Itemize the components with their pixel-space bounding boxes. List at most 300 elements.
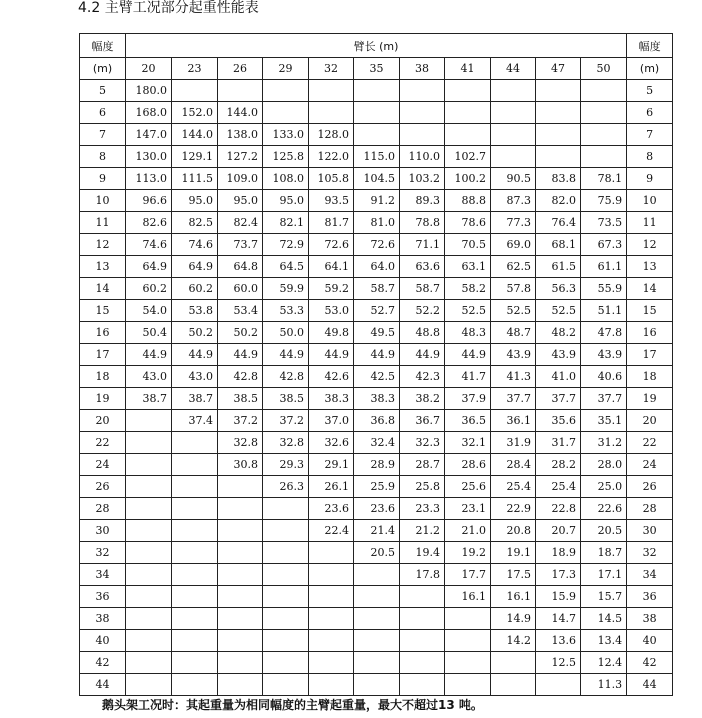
- capacity-cell: [536, 674, 581, 696]
- radius-unit-right: (m): [627, 58, 673, 80]
- radius-cell-right: 20: [627, 410, 673, 432]
- capacity-cell: 20.5: [581, 520, 627, 542]
- radius-cell-right: 13: [627, 256, 673, 278]
- radius-cell-right: 18: [627, 366, 673, 388]
- capacity-cell: [172, 432, 218, 454]
- capacity-cell: 63.1: [445, 256, 491, 278]
- capacity-cell: 41.3: [491, 366, 536, 388]
- radius-cell-right: 11: [627, 212, 673, 234]
- capacity-cell: 14.9: [491, 608, 536, 630]
- capacity-cell: 180.0: [126, 80, 172, 102]
- capacity-cell: 64.8: [218, 256, 263, 278]
- capacity-cell: [536, 102, 581, 124]
- capacity-cell: 52.5: [491, 300, 536, 322]
- capacity-cell: 43.9: [581, 344, 627, 366]
- capacity-cell: 36.1: [491, 410, 536, 432]
- radius-cell-right: 5: [627, 80, 673, 102]
- capacity-cell: 31.9: [491, 432, 536, 454]
- capacity-cell: 16.1: [445, 586, 491, 608]
- capacity-cell: 40.6: [581, 366, 627, 388]
- capacity-cell: 52.5: [445, 300, 491, 322]
- radius-header-right: 幅度: [627, 34, 673, 58]
- capacity-cell: 73.5: [581, 212, 627, 234]
- capacity-cell: 44.9: [263, 344, 309, 366]
- capacity-cell: [309, 80, 354, 102]
- capacity-cell: 115.0: [354, 146, 400, 168]
- table-row: [80, 564, 673, 586]
- capacity-cell: 105.8: [309, 168, 354, 190]
- capacity-cell: 53.4: [218, 300, 263, 322]
- capacity-cell: 48.3: [445, 322, 491, 344]
- capacity-cell: 28.6: [445, 454, 491, 476]
- capacity-cell: 37.4: [172, 410, 218, 432]
- capacity-cell: 28.7: [400, 454, 445, 476]
- capacity-cell: [126, 520, 172, 542]
- capacity-cell: 21.0: [445, 520, 491, 542]
- capacity-cell: 52.5: [536, 300, 581, 322]
- capacity-cell: 15.9: [536, 586, 581, 608]
- capacity-cell: [172, 454, 218, 476]
- capacity-cell: 47.8: [581, 322, 627, 344]
- table-row: [80, 432, 673, 454]
- table-row: [80, 256, 673, 278]
- table-row: [80, 542, 673, 564]
- capacity-cell: [263, 80, 309, 102]
- capacity-cell: 38.3: [309, 388, 354, 410]
- header-row-2: [80, 58, 673, 80]
- capacity-cell: 128.0: [309, 124, 354, 146]
- capacity-cell: 53.0: [309, 300, 354, 322]
- table-row: [80, 476, 673, 498]
- capacity-cell: [263, 630, 309, 652]
- capacity-cell: 95.0: [218, 190, 263, 212]
- boom-length-cell: 32: [309, 58, 354, 80]
- capacity-cell: [491, 102, 536, 124]
- capacity-cell: 54.0: [126, 300, 172, 322]
- capacity-cell: 23.6: [354, 498, 400, 520]
- capacity-cell: [491, 652, 536, 674]
- boom-length-cell: 26: [218, 58, 263, 80]
- capacity-cell: 93.5: [309, 190, 354, 212]
- capacity-cell: 42.3: [400, 366, 445, 388]
- capacity-cell: 64.9: [172, 256, 218, 278]
- radius-cell-right: 26: [627, 476, 673, 498]
- capacity-cell: [126, 454, 172, 476]
- capacity-cell: 29.1: [309, 454, 354, 476]
- capacity-cell: [400, 124, 445, 146]
- capacity-cell: 18.7: [581, 542, 627, 564]
- capacity-cell: [400, 102, 445, 124]
- capacity-cell: 51.1: [581, 300, 627, 322]
- radius-cell-right: 22: [627, 432, 673, 454]
- capacity-cell: [354, 80, 400, 102]
- capacity-cell: 44.9: [126, 344, 172, 366]
- radius-cell: 24: [80, 454, 126, 476]
- capacity-cell: [263, 608, 309, 630]
- capacity-cell: 44.9: [309, 344, 354, 366]
- capacity-cell: [400, 608, 445, 630]
- radius-cell: 34: [80, 564, 126, 586]
- capacity-cell: 18.9: [536, 542, 581, 564]
- capacity-cell: [309, 542, 354, 564]
- capacity-cell: [172, 498, 218, 520]
- capacity-cell: 91.2: [354, 190, 400, 212]
- capacity-cell: 58.7: [354, 278, 400, 300]
- capacity-cell: 11.3: [581, 674, 627, 696]
- radius-cell: 15: [80, 300, 126, 322]
- capacity-cell: 58.7: [400, 278, 445, 300]
- capacity-cell: [126, 674, 172, 696]
- capacity-cell: 35.6: [536, 410, 581, 432]
- radius-cell-right: 40: [627, 630, 673, 652]
- capacity-cell: [536, 80, 581, 102]
- capacity-cell: 23.1: [445, 498, 491, 520]
- capacity-cell: 14.5: [581, 608, 627, 630]
- capacity-cell: [126, 586, 172, 608]
- capacity-cell: [445, 124, 491, 146]
- capacity-cell: 44.9: [400, 344, 445, 366]
- capacity-cell: 21.4: [354, 520, 400, 542]
- capacity-cell: 22.4: [309, 520, 354, 542]
- boom-length-cell: 35: [354, 58, 400, 80]
- capacity-cell: 43.9: [491, 344, 536, 366]
- capacity-cell: [354, 674, 400, 696]
- lifting-capacity-table: [79, 33, 673, 696]
- capacity-cell: 32.8: [218, 432, 263, 454]
- capacity-cell: 58.2: [445, 278, 491, 300]
- capacity-cell: 44.9: [354, 344, 400, 366]
- boom-length-cell: 50: [581, 58, 627, 80]
- capacity-cell: 88.8: [445, 190, 491, 212]
- capacity-cell: 59.9: [263, 278, 309, 300]
- capacity-cell: 25.4: [536, 476, 581, 498]
- table-row: [80, 300, 673, 322]
- table-row: [80, 102, 673, 124]
- capacity-cell: 48.8: [400, 322, 445, 344]
- capacity-cell: [581, 146, 627, 168]
- capacity-cell: 90.5: [491, 168, 536, 190]
- capacity-cell: 122.0: [309, 146, 354, 168]
- table-row: [80, 410, 673, 432]
- capacity-cell: 70.5: [445, 234, 491, 256]
- capacity-cell: [309, 564, 354, 586]
- capacity-cell: [172, 542, 218, 564]
- capacity-cell: 31.7: [536, 432, 581, 454]
- capacity-cell: [263, 520, 309, 542]
- capacity-cell: 64.1: [309, 256, 354, 278]
- radius-cell: 14: [80, 278, 126, 300]
- table-row: [80, 278, 673, 300]
- capacity-cell: 50.0: [263, 322, 309, 344]
- table-row: [80, 586, 673, 608]
- capacity-cell: 17.8: [400, 564, 445, 586]
- capacity-cell: 69.0: [491, 234, 536, 256]
- radius-cell-right: 32: [627, 542, 673, 564]
- capacity-cell: 41.7: [445, 366, 491, 388]
- radius-cell: 7: [80, 124, 126, 146]
- capacity-cell: 17.5: [491, 564, 536, 586]
- table-row: [80, 322, 673, 344]
- radius-cell-right: 8: [627, 146, 673, 168]
- capacity-cell: 100.2: [445, 168, 491, 190]
- radius-cell: 8: [80, 146, 126, 168]
- capacity-cell: 19.4: [400, 542, 445, 564]
- capacity-cell: [126, 652, 172, 674]
- radius-cell-right: 6: [627, 102, 673, 124]
- capacity-cell: 44.9: [218, 344, 263, 366]
- capacity-cell: 28.2: [536, 454, 581, 476]
- table-row: [80, 168, 673, 190]
- capacity-cell: 32.1: [445, 432, 491, 454]
- capacity-cell: 37.2: [263, 410, 309, 432]
- capacity-cell: 130.0: [126, 146, 172, 168]
- capacity-cell: [126, 564, 172, 586]
- table-row: [80, 498, 673, 520]
- capacity-cell: 59.2: [309, 278, 354, 300]
- table-row: [80, 608, 673, 630]
- radius-cell-right: 30: [627, 520, 673, 542]
- capacity-cell: 62.5: [491, 256, 536, 278]
- capacity-cell: [172, 674, 218, 696]
- capacity-cell: 78.8: [400, 212, 445, 234]
- capacity-cell: 82.4: [218, 212, 263, 234]
- radius-cell-right: 19: [627, 388, 673, 410]
- radius-cell-right: 38: [627, 608, 673, 630]
- capacity-cell: 55.9: [581, 278, 627, 300]
- table-row: [80, 652, 673, 674]
- capacity-cell: 68.1: [536, 234, 581, 256]
- capacity-cell: 95.0: [263, 190, 309, 212]
- capacity-cell: 57.8: [491, 278, 536, 300]
- capacity-cell: 52.7: [354, 300, 400, 322]
- capacity-cell: 60.2: [172, 278, 218, 300]
- table-row: [80, 674, 673, 696]
- capacity-cell: 25.0: [581, 476, 627, 498]
- capacity-cell: 32.4: [354, 432, 400, 454]
- radius-cell: 17: [80, 344, 126, 366]
- capacity-cell: [263, 564, 309, 586]
- capacity-cell: [263, 652, 309, 674]
- capacity-cell: [218, 476, 263, 498]
- capacity-cell: [491, 146, 536, 168]
- capacity-cell: 168.0: [126, 102, 172, 124]
- capacity-cell: 78.6: [445, 212, 491, 234]
- capacity-cell: [400, 80, 445, 102]
- radius-cell-right: 28: [627, 498, 673, 520]
- capacity-cell: 125.8: [263, 146, 309, 168]
- capacity-cell: 25.8: [400, 476, 445, 498]
- capacity-cell: 71.1: [400, 234, 445, 256]
- capacity-cell: 102.7: [445, 146, 491, 168]
- capacity-cell: [445, 630, 491, 652]
- table-row: [80, 80, 673, 102]
- capacity-cell: [126, 432, 172, 454]
- capacity-cell: 60.0: [218, 278, 263, 300]
- capacity-cell: 133.0: [263, 124, 309, 146]
- capacity-cell: 22.6: [581, 498, 627, 520]
- capacity-cell: 50.2: [172, 322, 218, 344]
- capacity-cell: [172, 652, 218, 674]
- capacity-cell: [126, 476, 172, 498]
- capacity-cell: 32.3: [400, 432, 445, 454]
- capacity-cell: 74.6: [172, 234, 218, 256]
- capacity-cell: 23.6: [309, 498, 354, 520]
- capacity-cell: 21.2: [400, 520, 445, 542]
- capacity-cell: 22.8: [536, 498, 581, 520]
- radius-cell: 6: [80, 102, 126, 124]
- radius-cell: 16: [80, 322, 126, 344]
- capacity-cell: [263, 586, 309, 608]
- boom-length-cell: 47: [536, 58, 581, 80]
- radius-cell: 11: [80, 212, 126, 234]
- capacity-cell: 109.0: [218, 168, 263, 190]
- capacity-cell: 36.7: [400, 410, 445, 432]
- capacity-cell: 43.0: [126, 366, 172, 388]
- capacity-cell: 13.6: [536, 630, 581, 652]
- capacity-cell: [309, 630, 354, 652]
- capacity-cell: [354, 564, 400, 586]
- capacity-cell: 36.8: [354, 410, 400, 432]
- capacity-cell: [354, 102, 400, 124]
- capacity-cell: 19.2: [445, 542, 491, 564]
- capacity-cell: [126, 410, 172, 432]
- capacity-cell: [126, 608, 172, 630]
- boom-length-header: 臂长 (m): [126, 34, 627, 58]
- radius-cell: 26: [80, 476, 126, 498]
- capacity-cell: 64.0: [354, 256, 400, 278]
- capacity-cell: 38.5: [218, 388, 263, 410]
- capacity-cell: 75.9: [581, 190, 627, 212]
- radius-cell: 44: [80, 674, 126, 696]
- capacity-cell: [491, 80, 536, 102]
- radius-cell: 20: [80, 410, 126, 432]
- capacity-cell: [536, 124, 581, 146]
- capacity-cell: 23.3: [400, 498, 445, 520]
- capacity-cell: [445, 102, 491, 124]
- capacity-cell: 103.2: [400, 168, 445, 190]
- table-row: [80, 234, 673, 256]
- capacity-cell: 37.7: [491, 388, 536, 410]
- footnote: 鹅头架工况时：其起重量为相同幅度的主臂起重量，最大不超过13 吨。: [102, 698, 483, 712]
- capacity-cell: 15.7: [581, 586, 627, 608]
- capacity-cell: 96.6: [126, 190, 172, 212]
- capacity-cell: 127.2: [218, 146, 263, 168]
- capacity-cell: [309, 102, 354, 124]
- radius-cell: 30: [80, 520, 126, 542]
- capacity-cell: [126, 498, 172, 520]
- capacity-cell: 53.3: [263, 300, 309, 322]
- capacity-cell: 81.0: [354, 212, 400, 234]
- table-row: [80, 124, 673, 146]
- capacity-cell: 28.4: [491, 454, 536, 476]
- capacity-cell: 43.9: [536, 344, 581, 366]
- capacity-cell: 87.3: [491, 190, 536, 212]
- capacity-cell: [400, 652, 445, 674]
- capacity-cell: 42.5: [354, 366, 400, 388]
- capacity-cell: [354, 630, 400, 652]
- radius-cell: 12: [80, 234, 126, 256]
- capacity-cell: [218, 674, 263, 696]
- capacity-cell: [172, 476, 218, 498]
- radius-cell-right: 42: [627, 652, 673, 674]
- capacity-cell: 38.5: [263, 388, 309, 410]
- boom-length-cell: 23: [172, 58, 218, 80]
- capacity-cell: 60.2: [126, 278, 172, 300]
- capacity-cell: 77.3: [491, 212, 536, 234]
- capacity-cell: 82.5: [172, 212, 218, 234]
- radius-cell: 40: [80, 630, 126, 652]
- capacity-cell: 48.7: [491, 322, 536, 344]
- radius-cell-right: 44: [627, 674, 673, 696]
- capacity-cell: 53.8: [172, 300, 218, 322]
- radius-cell: 32: [80, 542, 126, 564]
- radius-cell: 42: [80, 652, 126, 674]
- capacity-cell: 50.4: [126, 322, 172, 344]
- radius-cell: 38: [80, 608, 126, 630]
- radius-cell-right: 9: [627, 168, 673, 190]
- capacity-cell: 36.5: [445, 410, 491, 432]
- capacity-cell: [309, 586, 354, 608]
- capacity-cell: [218, 652, 263, 674]
- capacity-cell: [126, 542, 172, 564]
- capacity-cell: 30.8: [218, 454, 263, 476]
- header-row-1: [80, 34, 673, 58]
- capacity-cell: 20.5: [354, 542, 400, 564]
- capacity-cell: 26.1: [309, 476, 354, 498]
- capacity-cell: [400, 630, 445, 652]
- table-row: [80, 366, 673, 388]
- radius-cell: 22: [80, 432, 126, 454]
- capacity-cell: [581, 124, 627, 146]
- capacity-cell: [491, 674, 536, 696]
- capacity-cell: 111.5: [172, 168, 218, 190]
- capacity-cell: [126, 630, 172, 652]
- capacity-cell: 72.9: [263, 234, 309, 256]
- capacity-cell: 64.5: [263, 256, 309, 278]
- radius-cell: 13: [80, 256, 126, 278]
- capacity-cell: 38.3: [354, 388, 400, 410]
- boom-length-cell: 44: [491, 58, 536, 80]
- capacity-cell: 61.5: [536, 256, 581, 278]
- capacity-cell: 78.1: [581, 168, 627, 190]
- radius-cell-right: 15: [627, 300, 673, 322]
- capacity-cell: 19.1: [491, 542, 536, 564]
- capacity-cell: 13.4: [581, 630, 627, 652]
- capacity-cell: [172, 630, 218, 652]
- capacity-cell: [491, 124, 536, 146]
- capacity-cell: 52.2: [400, 300, 445, 322]
- radius-cell-right: 36: [627, 586, 673, 608]
- capacity-cell: [218, 80, 263, 102]
- capacity-cell: 14.7: [536, 608, 581, 630]
- capacity-cell: [172, 564, 218, 586]
- capacity-cell: 110.0: [400, 146, 445, 168]
- capacity-cell: [400, 586, 445, 608]
- capacity-cell: [172, 586, 218, 608]
- capacity-cell: 44.9: [172, 344, 218, 366]
- capacity-cell: 83.8: [536, 168, 581, 190]
- capacity-cell: 38.2: [400, 388, 445, 410]
- capacity-cell: 49.5: [354, 322, 400, 344]
- radius-cell: 19: [80, 388, 126, 410]
- capacity-cell: [263, 542, 309, 564]
- table-row: [80, 454, 673, 476]
- capacity-cell: 37.7: [536, 388, 581, 410]
- section-title: 4.2 主臂工况部分起重性能表: [78, 0, 259, 16]
- capacity-cell: 49.8: [309, 322, 354, 344]
- capacity-cell: 37.0: [309, 410, 354, 432]
- capacity-cell: 25.6: [445, 476, 491, 498]
